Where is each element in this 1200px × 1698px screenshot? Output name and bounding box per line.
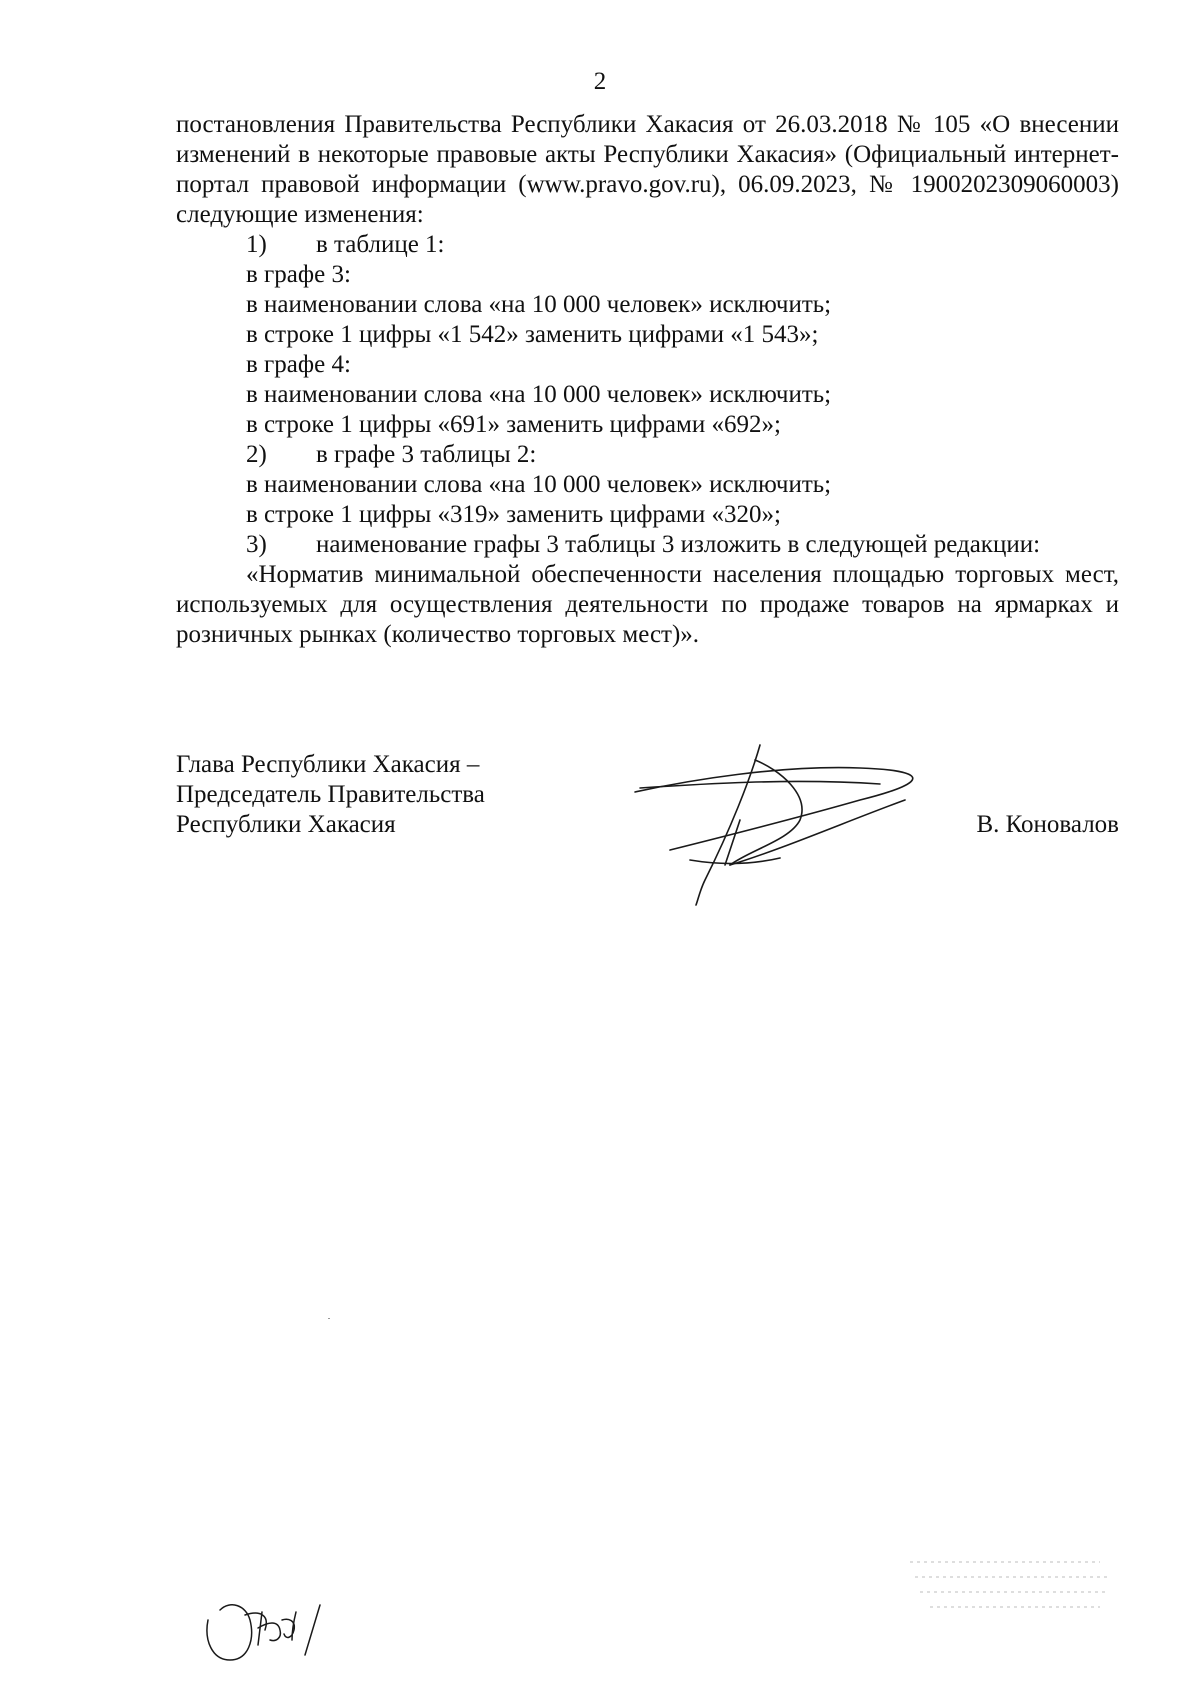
- list-item-2-number: 2): [246, 441, 267, 468]
- document-body: [176, 110, 1119, 650]
- signatory-title-line: Глава Республики Хакасия –: [176, 751, 480, 778]
- list-item-3-text: наименование графы 3 таблицы 3 изложить в следующей редакции:: [316, 531, 1041, 558]
- initials-mark: [200, 1590, 350, 1670]
- list-item-1-number: 1): [246, 231, 267, 258]
- scan-speck: [328, 1318, 330, 1319]
- amendment-line: в наименовании слова «на 10 000 человек» исключить;: [246, 471, 832, 498]
- faint-stamp-mark: [900, 1552, 1120, 1622]
- signatory-name: В. Коновалов: [976, 811, 1119, 838]
- amendment-line: в графе 3:: [246, 261, 351, 288]
- list-item-3-number: 3): [246, 531, 267, 558]
- signatory-title-line: Председатель Правительства: [176, 781, 485, 808]
- amendment-line: в наименовании слова «на 10 000 человек» исключить;: [246, 291, 832, 318]
- signatory-title-line: Республики Хакасия: [176, 811, 396, 838]
- amendment-line: в наименовании слова «на 10 000 человек» исключить;: [246, 381, 832, 408]
- intro-paragraph: постановления Правительства Республики Хакасия от 26.03.2018 № 105 «О внесении изменений в некоторые правовые акты Республики Хакасия» (Официальный интернет-портал правовой информации (www.pravo.gov.ru), 06.09.2023, № 1900202309060003) следующие изменения:: [176, 111, 1119, 228]
- page-number: 2: [593, 68, 607, 95]
- list-item-3: [176, 530, 1119, 560]
- signatory-title: [176, 750, 485, 840]
- list-item-2: [176, 440, 1119, 470]
- amendment-line: в строке 1 цифры «319» заменить цифрами «320»;: [246, 501, 781, 528]
- handwritten-signature: [630, 740, 950, 910]
- list-item-1-text: в таблице 1:: [316, 231, 445, 258]
- list-item-2-text: в графе 3 таблицы 2:: [316, 441, 537, 468]
- amendment-line: в строке 1 цифры «691» заменить цифрами «692»;: [246, 411, 781, 438]
- quoted-title-paragraph: «Норматив минимальной обеспеченности населения площадью торговых мест, используемых для осуществления деятельности по продаже товаров на ярмарках и розничных рынках (количество торговых мест)».: [176, 561, 1119, 648]
- list-item-1: [176, 230, 1119, 260]
- amendment-line: в графе 4:: [246, 351, 351, 378]
- amendment-line: в строке 1 цифры «1 542» заменить цифрами «1 543»;: [246, 321, 819, 348]
